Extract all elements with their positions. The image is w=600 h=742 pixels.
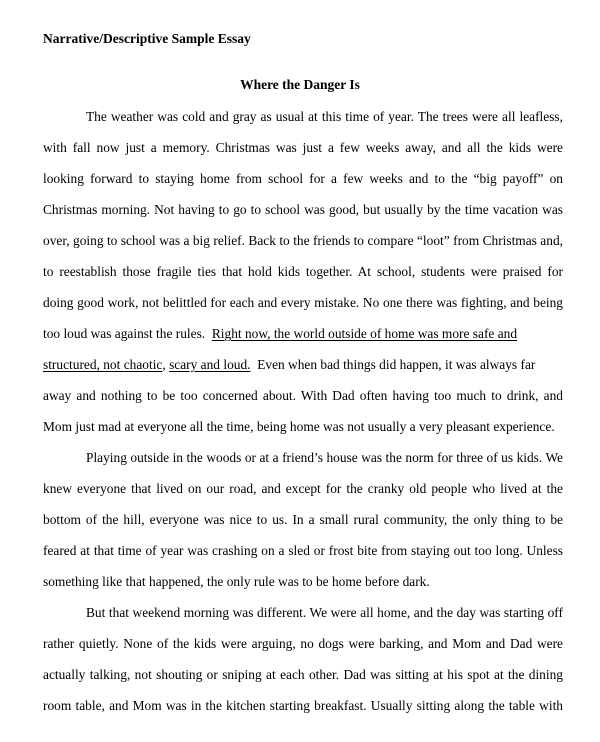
paragraph-line <box>43 325 563 343</box>
paragraph-line: looking forward to staying home from school for a few weeks and to the “big payoff” on <box>43 171 563 186</box>
paragraph-line: with fall now just a memory. Christmas was just a few weeks away, and all the kids were <box>43 140 563 155</box>
essay-title: Where the Danger Is <box>240 77 360 92</box>
paragraph-line: The weather was cold and gray as usual at this time of year. The trees were all leafless, <box>86 109 563 124</box>
paragraph-line: feared at that time of year was crashing on a sled or frost bite from staying out too long. Unless <box>43 543 563 558</box>
line-text: Even when bad things did happen, it was always far <box>250 357 536 372</box>
line-text: too loud was against the rules. <box>43 326 212 341</box>
paragraph-line <box>43 356 563 374</box>
paragraph-line: to reestablish those fragile ties that hold kids together. At school, students were praised for <box>43 264 563 279</box>
paragraph-line: over, going to school was a big relief. Back to the friends to compare “loot” from Christmas and, <box>43 233 563 248</box>
paragraph-line: room table, and Mom was in the kitchen starting breakfast. Usually sitting along the table with <box>43 698 563 713</box>
paragraph-line: knew everyone that lived on our road, and except for the cranky old people who lived at the <box>43 481 563 496</box>
paragraph-line: rather quietly. None of the kids were arguing, no dogs were barking, and Mom and Dad were <box>43 636 563 651</box>
paragraph-line: bottom of the hill, everyone was nice to us. In a small rural community, the only thing to be <box>43 512 563 527</box>
underlined-text: scary and loud. <box>169 357 251 372</box>
paragraph-line: Playing outside in the woods or at a friend’s house was the norm for three of us kids. We <box>86 450 563 465</box>
paragraph-line: something like that happened, the only rule was to be home before dark. <box>43 574 430 589</box>
document-label: Narrative/Descriptive Sample Essay <box>43 31 251 46</box>
underlined-text: structured, not chaotic <box>43 357 163 372</box>
paragraph-line: But that weekend morning was different. We were all home, and the day was starting off <box>86 605 563 620</box>
paragraph-line: doing good work, not belittled for each and every mistake. No one there was fighting, and being <box>43 295 563 310</box>
line-text: , <box>162 357 170 372</box>
paragraph-line: actually talking, not shouting or sniping at each other. Dad was sitting at his spot at the dining <box>43 667 563 682</box>
paragraph-line: away and nothing to be too concerned about. With Dad often having too much to drink, and <box>43 388 563 403</box>
underlined-text: Right now, the world outside of home was more safe and <box>211 326 518 341</box>
paragraph-line: Mom just mad at everyone all the time, being home was not usually a very pleasant experience. <box>43 419 555 434</box>
paragraph-line: Christmas morning. Not having to go to school was good, but usually by the time vacation was <box>43 202 563 217</box>
